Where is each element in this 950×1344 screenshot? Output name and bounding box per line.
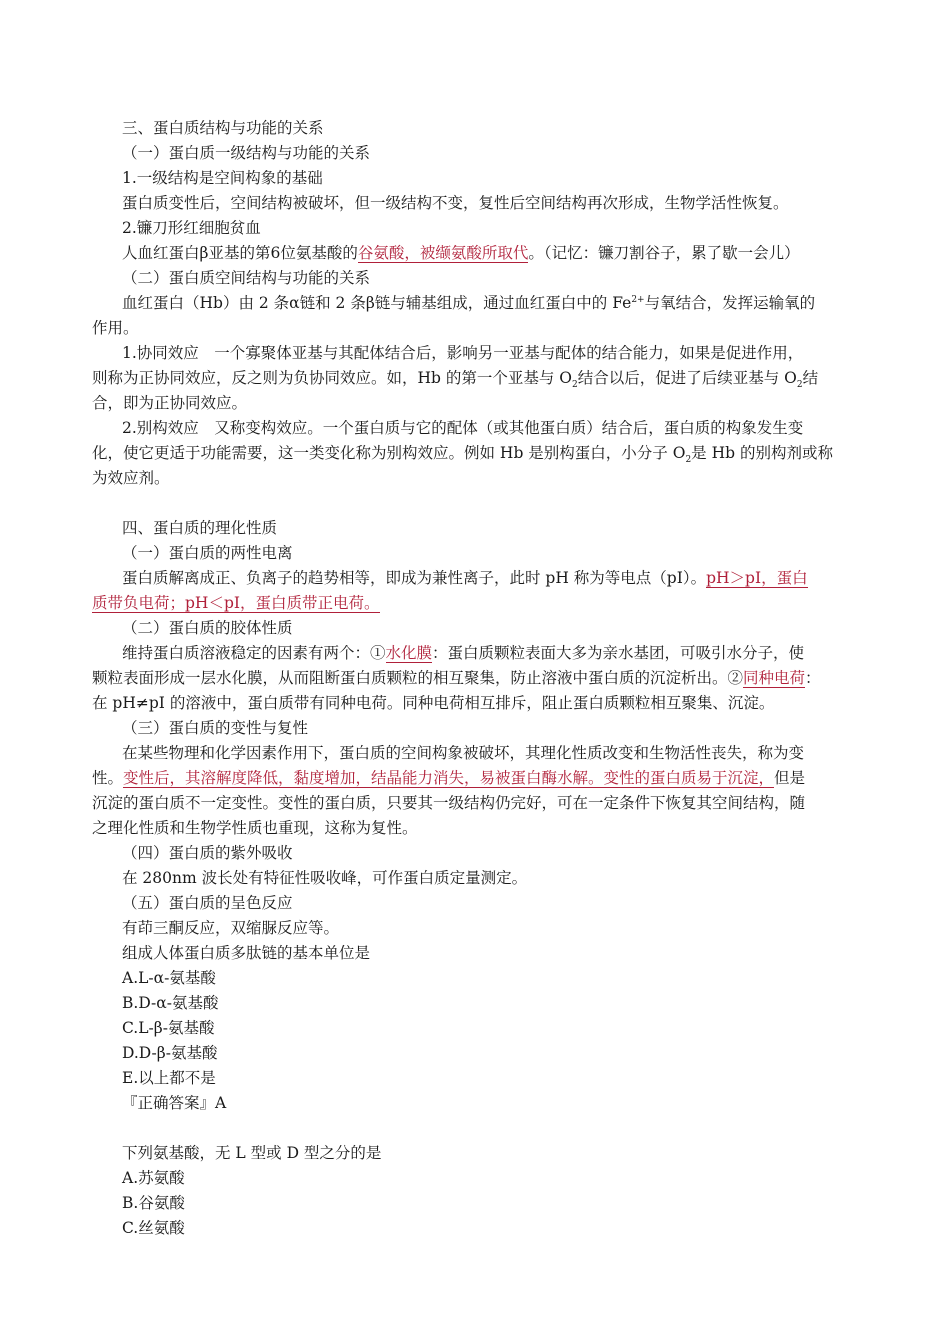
subsection-3-1-title: （一）蛋白质一级结构与功能的关系	[122, 144, 371, 162]
allosteric-effect-line-2: 化，使它更适于功能需要，这一类变化称为别构效应。例如 Hb 是别构蛋白，小分子 $O_2$是 Hb 的别构剂或称	[92, 444, 833, 465]
point-2-title: 2.镰刀形红细胞贫血	[122, 219, 261, 237]
cooperative-effect-line-3: 合，即为正协同效应。	[92, 394, 248, 412]
question-1-stem: 组成人体蛋白质多肽链的基本单位是	[122, 944, 371, 962]
isoelectric-line-1: 蛋白质解离成正、负离子的趋势相等，即成为兼性离子，此时 pH 称为等电点（pI）。pH＞pI，蛋白	[122, 569, 808, 587]
section-3-title: 三、蛋白质结构与功能的关系	[122, 119, 324, 137]
colloid-line-2: 颗粒表面形成一层水化膜，从而阻断蛋白质颗粒的相互聚集，防止溶液中蛋白质的沉淀析出。②同种电荷：	[92, 669, 821, 687]
question-1-option-a: A.L-α-氨基酸	[122, 969, 216, 987]
denaturation-line-2: 性。变性后，其溶解度降低，黏度增加，结晶能力消失，易被蛋白酶水解。变性的蛋白质易于沉淀，但是	[92, 769, 806, 787]
hemoglobin-line-1: 血红蛋白（Hb）由 2 条α链和 2 条β链与辅基组成，通过血红蛋白中的 $Fe^{2+}$与氧结合，发挥运输氧的	[122, 294, 816, 312]
uv-absorption-text: 在 280nm 波长处有特征性吸收峰，可作蛋白质定量测定。	[122, 869, 528, 887]
question-1-option-b: B.D-α-氨基酸	[122, 994, 219, 1012]
sickle-cell-text: 人血红蛋白β亚基的第6位氨基酸的谷氨酸，被缬氨酸所取代。（记忆：镰刀割谷子，累了歇一会儿）	[122, 244, 800, 262]
point-1-text: 蛋白质变性后，空间结构被破坏，但一级结构不变，复性后空间结构再次形成，生物学活性恢复。	[122, 194, 789, 212]
question-1-option-d: D.D-β-氨基酸	[122, 1044, 218, 1062]
cooperative-effect-line-1: 1.协同效应 一个寡聚体亚基与其配体结合后，影响另一亚基与配体的结合能力，如果是促进作用，	[122, 344, 804, 362]
subsection-3-2-title: （二）蛋白质空间结构与功能的关系	[122, 269, 371, 287]
highlight-ph-charge-2: 质带负电荷；pH＜pI，蛋白质带正电荷。	[92, 594, 380, 612]
subsection-4-1-title: （一）蛋白质的两性电离	[122, 544, 293, 562]
question-1-option-c: C.L-β-氨基酸	[122, 1019, 215, 1037]
colloid-line-1: 维持蛋白质溶液稳定的因素有两个：①水化膜：蛋白质颗粒表面大多为亲水基团，可吸引水分子，使	[122, 644, 805, 662]
highlight-hydration-film: 水化膜	[385, 644, 433, 662]
question-2-stem: 下列氨基酸，无 L 型或 D 型之分的是	[122, 1144, 382, 1162]
allosteric-effect-line-3: 为效应剂。	[92, 469, 170, 487]
denaturation-line-3: 沉淀的蛋白质不一定变性。变性的蛋白质，只要其一级结构仍完好，可在一定条件下恢复其空间结构，随	[92, 794, 806, 812]
section-4-title: 四、蛋白质的理化性质	[122, 519, 278, 537]
cooperative-effect-line-2: 则称为正协同效应，反之则为负协同效应。如，Hb 的第一个亚基与 $O_2$结合以后，促进了后续亚基与 $O_2$结	[92, 369, 819, 390]
hemoglobin-line-2: 作用。	[92, 319, 139, 337]
allosteric-effect-line-1: 2.别构效应 又称变构效应。一个蛋白质与它的配体（或其他蛋白质）结合后，蛋白质的构象发生变	[122, 419, 804, 437]
isoelectric-line-2	[92, 593, 380, 613]
question-2-option-c: C.丝氨酸	[122, 1219, 185, 1237]
question-2-option-a: A.苏氨酸	[122, 1169, 185, 1187]
question-2-option-b: B.谷氨酸	[122, 1194, 185, 1212]
subsection-4-2-title: （二）蛋白质的胶体性质	[122, 619, 293, 637]
denaturation-line-4: 之理化性质和生物学性质也重现，这称为复性。	[92, 819, 418, 837]
subsection-4-3-title: （三）蛋白质的变性与复性	[122, 719, 309, 737]
subsection-4-5-title: （五）蛋白质的呈色反应	[122, 894, 293, 912]
subsection-4-4-title: （四）蛋白质的紫外吸收	[122, 844, 293, 862]
highlight-glutamate: 谷氨酸，被缬氨酸所取代	[357, 244, 529, 262]
question-1-option-e: E.以上都不是	[122, 1069, 216, 1087]
question-1-answer: 『正确答案』A	[122, 1094, 227, 1112]
color-reaction-text: 有茚三酮反应，双缩脲反应等。	[122, 919, 340, 937]
colloid-line-3: 在 pH≠pI 的溶液中，蛋白质带有同种电荷。同种电荷相互排斥，阻止蛋白质颗粒相互聚集、沉淀。	[92, 694, 775, 712]
highlight-denaturation: 变性后，其溶解度降低，黏度增加，结晶能力消失，易被蛋白酶水解。变性的蛋白质易于沉淀，	[123, 769, 775, 787]
highlight-same-charge: 同种电荷	[743, 669, 806, 687]
point-1-title: 1.一级结构是空间构象的基础	[122, 169, 323, 187]
denaturation-line-1: 在某些物理和化学因素作用下，蛋白质的空间构象被破坏，其理化性质改变和生物活性丧失，称为变	[122, 744, 805, 762]
highlight-ph-charge-1: pH＞pI，蛋白	[706, 569, 808, 587]
